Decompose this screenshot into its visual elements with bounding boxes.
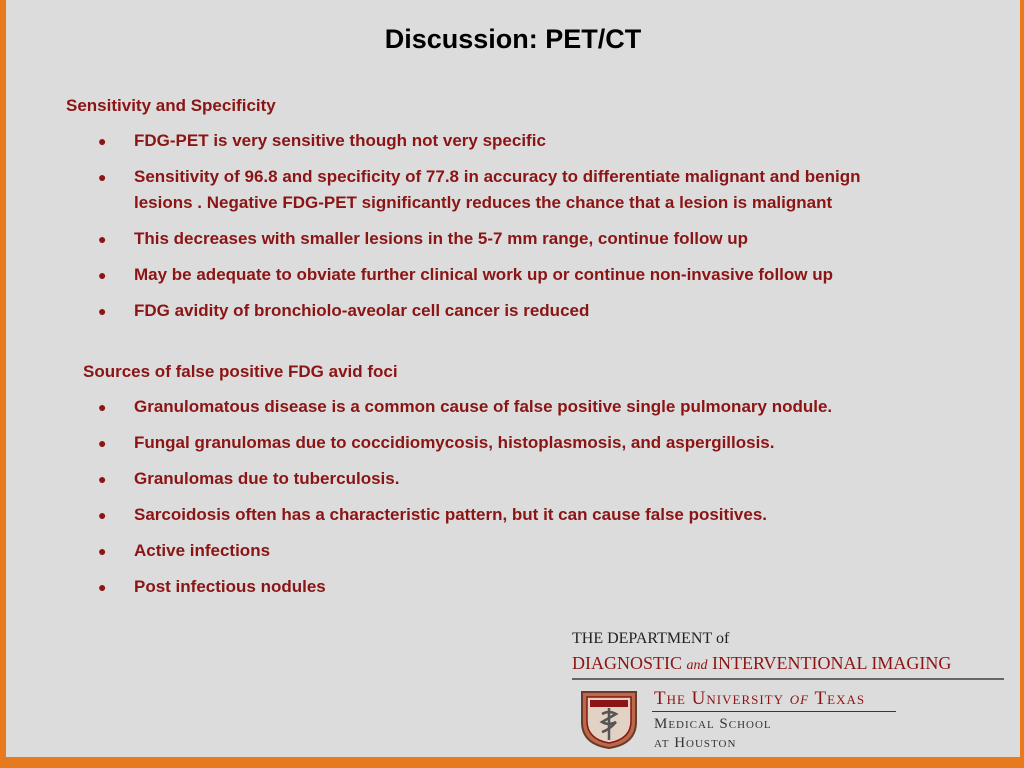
list-item: ● Sensitivity of 96.8 and specificity of 77.8 in accuracy to differentiate malignant and benign lesions . Negative FDG-PET significantly reduces the chance that a lesion is malignant — [98, 164, 888, 216]
list-item: ● May be adequate to obviate further clinical work up or continue non-invasive follow up — [98, 262, 888, 288]
school-location: at Houston — [654, 735, 737, 751]
divider — [572, 678, 1004, 680]
bullet-icon: ● — [98, 435, 107, 451]
bullet-icon: ● — [98, 267, 107, 283]
list-item: ● Fungal granulomas due to coccidiomycosis, histoplasmosis, and aspergillosis. — [98, 430, 888, 456]
divider — [652, 711, 896, 712]
bullet-list-sensitivity — [98, 128, 888, 324]
university-name: The University of Texas — [654, 688, 866, 709]
slide-title: Discussion: PET/CT — [384, 24, 642, 54]
department-label: THE DEPARTMENT of — [572, 630, 730, 647]
list-item: ● Granulomatous disease is a common cause of false positive single pulmonary nodule. — [98, 394, 888, 420]
bullet-icon: ● — [98, 399, 107, 415]
bullet-icon: ● — [98, 303, 107, 319]
list-item: ● FDG-PET is very sensitive though not very specific — [98, 128, 888, 154]
list-item: ● Post infectious nodules — [98, 574, 888, 600]
list-item: ● Active infections — [98, 538, 888, 564]
bullet-icon: ● — [98, 579, 107, 595]
bullet-icon: ● — [98, 133, 107, 149]
list-item: ● This decreases with smaller lesions in the 5-7 mm range, continue follow up — [98, 226, 888, 252]
list-item: ● Sarcoidosis often has a characteristic pattern, but it can cause false positives. — [98, 502, 888, 528]
bullet-icon: ● — [98, 471, 107, 487]
bullet-icon: ● — [98, 543, 107, 559]
bullet-icon: ● — [98, 231, 107, 247]
school-name: Medical School — [654, 716, 772, 732]
bullet-list-false-positive — [98, 394, 888, 600]
section-heading-false-positive: Sources of false positive FDG avid foci — [83, 362, 398, 381]
section-heading-sensitivity: Sensitivity and Specificity — [66, 96, 276, 115]
list-item: ● Granulomas due to tuberculosis. — [98, 466, 888, 492]
bullet-icon: ● — [98, 507, 107, 523]
department-logo — [572, 630, 1012, 755]
university-seal-icon — [578, 688, 640, 750]
slide — [6, 0, 1020, 757]
department-name: DIAGNOSTIC and INTERVENTIONAL IMAGING — [572, 653, 952, 673]
bullet-icon: ● — [98, 169, 107, 185]
list-item: ● FDG avidity of bronchiolo-aveolar cell cancer is reduced — [98, 298, 888, 324]
